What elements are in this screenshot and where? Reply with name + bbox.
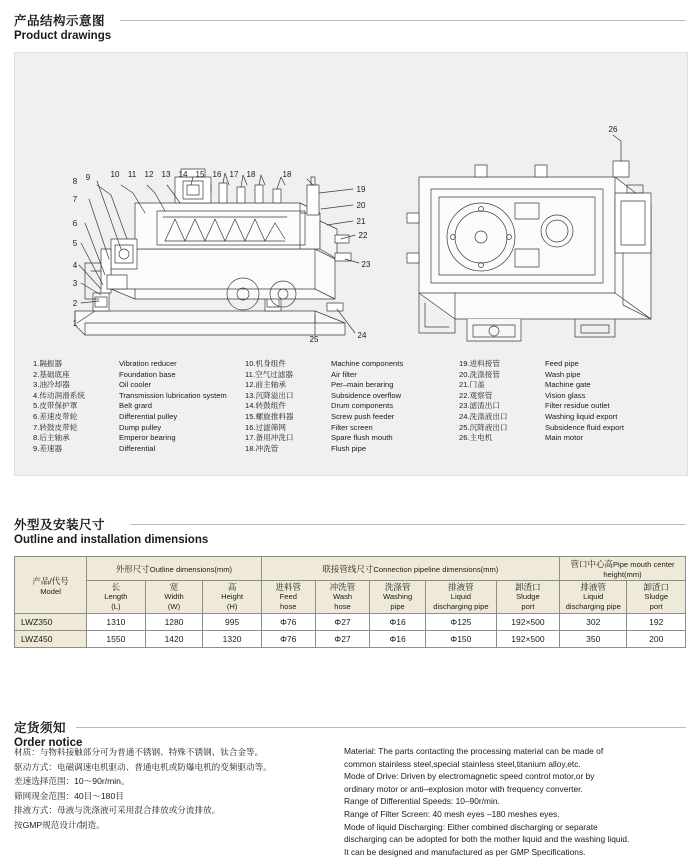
legend-col2-en bbox=[331, 359, 449, 454]
legend-item: 13.沉降溢出口 bbox=[245, 390, 294, 400]
legend-item: Dump pulley bbox=[119, 422, 162, 432]
legend-item: 22.观察管 bbox=[459, 390, 493, 400]
header-rule bbox=[130, 524, 686, 525]
cell: Φ27 bbox=[315, 614, 369, 631]
cell: Φ125 bbox=[425, 614, 496, 631]
notice-line: 材质：与物料接触部分可为普通不锈钢、特殊不锈钢、钛合金等。 bbox=[14, 747, 264, 757]
legend-column-1 bbox=[33, 359, 245, 454]
legend-col3-cn bbox=[459, 359, 545, 454]
legend-item: Subsidence fluid export bbox=[545, 422, 624, 432]
legend-item: 10.机身组件 bbox=[245, 359, 286, 368]
notice-line: Range of Differential Speeds: 10–90r/min. bbox=[344, 796, 500, 807]
legend-item: Oil cooler bbox=[119, 380, 152, 390]
cell: Φ76 bbox=[261, 631, 315, 648]
cell: 1550 bbox=[87, 631, 145, 648]
svg-text:7: 7 bbox=[72, 195, 78, 204]
cell: Φ27 bbox=[315, 631, 369, 648]
svg-text:2: 2 bbox=[72, 299, 78, 308]
legend-item: 18.冲洗管 bbox=[245, 443, 279, 453]
svg-text:18: 18 bbox=[282, 170, 292, 179]
cell: 192×500 bbox=[496, 614, 559, 631]
cell: 1420 bbox=[145, 631, 203, 648]
notice-line: Mode of Drive: Driven by electromagnetic speed control motor,or by bbox=[344, 771, 595, 782]
section-title-en: Product drawings bbox=[14, 30, 112, 42]
cell: 350 bbox=[560, 631, 627, 648]
legend-item: Subsidence overflow bbox=[331, 390, 402, 400]
notice-line: Range of Filter Screen: 40 mesh eyes –180 meshes eyes. bbox=[344, 808, 560, 819]
group-label-cn: 管口中心高 bbox=[570, 559, 613, 569]
section-header-drawings bbox=[14, 14, 111, 43]
legend-item: Per–main beraring bbox=[331, 380, 394, 390]
group-center-height bbox=[560, 557, 686, 581]
legend-item: Vision glass bbox=[545, 390, 586, 400]
svg-text:17: 17 bbox=[229, 170, 239, 179]
legend-item: 8.后主轴承 bbox=[33, 433, 70, 443]
legend-item: 21.门盖 bbox=[459, 380, 485, 390]
legend-item: 20.洗涤接管 bbox=[459, 369, 500, 379]
section-title-en: Order notice bbox=[14, 737, 83, 749]
legend-item: 25.沉降液出口 bbox=[459, 422, 508, 432]
legend-item: 16.过滤筛网 bbox=[245, 422, 286, 432]
legend-col2-cn bbox=[245, 359, 331, 454]
header-rule bbox=[120, 20, 686, 21]
section-title-cn: 定货须知 bbox=[14, 721, 67, 735]
table-group-header-row bbox=[15, 557, 686, 581]
notice-line: 驱动方式：电磁调速电机驱动、普通电机或防爆电机的变频驱动等。 bbox=[14, 761, 272, 772]
col-wash-hose: 冲洗管 Wash hose bbox=[315, 581, 369, 614]
svg-text:6: 6 bbox=[72, 219, 78, 228]
legend-item: Machine components bbox=[331, 359, 404, 368]
legend-item: Flush pipe bbox=[331, 443, 367, 453]
legend-item: Differential pulley bbox=[119, 411, 178, 421]
svg-text:3: 3 bbox=[72, 279, 78, 288]
svg-text:5: 5 bbox=[72, 239, 78, 248]
legend-item: Belt grard bbox=[119, 401, 152, 411]
legend-item: Vibration reducer bbox=[119, 359, 177, 368]
legend-item: Machine gate bbox=[545, 380, 591, 390]
row-model: LWZ350 bbox=[15, 614, 87, 631]
notice-line: Material: The parts contacting the processing material can be made of bbox=[344, 746, 604, 756]
svg-text:10: 10 bbox=[110, 170, 120, 179]
svg-text:24: 24 bbox=[357, 331, 367, 340]
legend-column-2 bbox=[245, 359, 459, 454]
svg-text:8: 8 bbox=[72, 177, 78, 186]
svg-text:11: 11 bbox=[127, 170, 137, 179]
legend-item: 15.螺旋推料器 bbox=[245, 411, 294, 421]
svg-text:1: 1 bbox=[72, 319, 78, 328]
svg-text:15: 15 bbox=[195, 170, 205, 179]
legend-item: 24.洗涤液出口 bbox=[459, 411, 508, 421]
legend-item: Transmission lubrication system bbox=[119, 390, 227, 400]
svg-text:18: 18 bbox=[246, 170, 256, 179]
product-drawing bbox=[15, 53, 687, 353]
legend-col1-en bbox=[119, 359, 237, 454]
section-title-cn: 外型及安装尺寸 bbox=[14, 518, 106, 532]
legend-item: Spare flush mouth bbox=[331, 433, 393, 443]
group-label-en: Pipe mouth center height(mm) bbox=[603, 560, 675, 579]
legend-item: Emperor bearing bbox=[119, 433, 176, 443]
group-label-cn: 外形尺寸 bbox=[115, 563, 150, 574]
legend-item: Screw push feeder bbox=[331, 411, 395, 421]
group-label-cn: 联接管线尺寸 bbox=[322, 563, 374, 574]
svg-text:16: 16 bbox=[212, 170, 222, 179]
legend-item: 11.空气过滤器 bbox=[245, 369, 293, 379]
legend-item: 14.转鼓组件 bbox=[245, 401, 286, 411]
cell: 1280 bbox=[145, 614, 203, 631]
group-label-en: Connection pipeline dimensions(mm) bbox=[373, 564, 499, 574]
col-length: 长 Length (L) bbox=[87, 581, 145, 614]
svg-text:4: 4 bbox=[72, 261, 78, 270]
legend-item: Filter screen bbox=[331, 422, 373, 432]
legend-item: 19.进料接管 bbox=[459, 359, 500, 368]
legend-item: Feed pipe bbox=[545, 359, 579, 368]
dimensions-table-wrap bbox=[14, 556, 686, 648]
cell: Φ76 bbox=[261, 614, 315, 631]
legend-item: 1.隔振器 bbox=[33, 359, 63, 368]
col-width: 宽 Width (W) bbox=[145, 581, 203, 614]
order-notice-en bbox=[344, 745, 686, 858]
model-header-cn: 产品/代号 bbox=[32, 575, 69, 586]
svg-text:21: 21 bbox=[356, 217, 366, 226]
col-liquid-discharging-pipe: 排液管 Liquid discharging pipe bbox=[425, 581, 496, 614]
legend-item: Foundation base bbox=[119, 369, 176, 379]
cell: 192×500 bbox=[496, 631, 559, 648]
legend-item: 23.滤渣出口 bbox=[459, 401, 500, 411]
section-title-en: Outline and installation dimensions bbox=[14, 534, 209, 546]
legend-col1-cn bbox=[33, 359, 119, 454]
legend-item: Wash pipe bbox=[545, 369, 581, 379]
cell: 1320 bbox=[203, 631, 261, 648]
notice-line: Mode of liquid Discharging: Either combined discharging or separate bbox=[344, 821, 598, 832]
svg-text:13: 13 bbox=[161, 170, 171, 179]
notice-line: 差速选择范围：10～90r/min。 bbox=[14, 776, 130, 787]
notice-line: ordinary motor or anti–explosion motor with frequency converter. bbox=[344, 783, 583, 794]
svg-text:19: 19 bbox=[356, 185, 366, 194]
legend-item: 5.皮带保护罩 bbox=[33, 401, 78, 411]
svg-text:23: 23 bbox=[361, 260, 371, 269]
legend-item: 2.基础底座 bbox=[33, 369, 70, 379]
col-height: 高 Height (H) bbox=[203, 581, 261, 614]
table-sub-header-row bbox=[15, 581, 686, 614]
svg-text:22: 22 bbox=[358, 231, 368, 240]
legend-item: Filter residue outlet bbox=[545, 401, 610, 411]
legend-column-3 bbox=[459, 359, 673, 454]
legend-item: 6.差速皮带轮 bbox=[33, 411, 78, 421]
col-sludge-port-height: 卸渣口 Sludge port bbox=[627, 581, 686, 614]
legend-item: 9.差速器 bbox=[33, 443, 63, 453]
product-drawing-panel bbox=[14, 52, 688, 476]
row-model: LWZ450 bbox=[15, 631, 87, 648]
col-sludge-port: 卸渣口 Sludge port bbox=[496, 581, 559, 614]
model-header-cell bbox=[15, 557, 87, 614]
group-pipeline bbox=[261, 557, 559, 581]
cell: 302 bbox=[560, 614, 627, 631]
order-notice bbox=[14, 745, 686, 858]
cell: Φ16 bbox=[370, 614, 426, 631]
cell: 995 bbox=[203, 614, 261, 631]
table-row bbox=[15, 631, 686, 648]
svg-text:9: 9 bbox=[85, 173, 91, 182]
svg-text:25: 25 bbox=[309, 335, 319, 344]
legend-item: 12.前主轴承 bbox=[245, 380, 286, 390]
col-liquid-discharging-pipe-height: 排液管 Liquid discharging pipe bbox=[560, 581, 627, 614]
legend-item: Air filter bbox=[331, 369, 357, 379]
svg-text:26: 26 bbox=[608, 125, 618, 134]
notice-line: common stainless steel,special stainless steel,titanium alloy,etc. bbox=[344, 758, 581, 769]
legend-item: 26.主电机 bbox=[459, 433, 493, 443]
cell: 192 bbox=[627, 614, 686, 631]
legend-item: 17.备用冲洗口 bbox=[245, 433, 294, 443]
svg-text:14: 14 bbox=[178, 170, 188, 179]
legend-item: Drum components bbox=[331, 401, 394, 411]
table-row bbox=[15, 614, 686, 631]
group-outline bbox=[87, 557, 262, 581]
cell: Φ16 bbox=[370, 631, 426, 648]
notice-line: discharging can be adopted for both the mother liquid and the washing liquid. bbox=[344, 834, 630, 845]
section-header-dimensions bbox=[14, 518, 208, 547]
notice-line: It can be designed and manufactured as per GMP Specifications. bbox=[344, 846, 586, 857]
header-rule bbox=[76, 727, 686, 728]
svg-text:20: 20 bbox=[356, 201, 366, 210]
notice-line: 筛网现金范围：40目～180目 bbox=[14, 790, 124, 801]
svg-text:12: 12 bbox=[144, 170, 154, 179]
col-washing-pipe: 洗涤管 Washing pipe bbox=[370, 581, 426, 614]
notice-line: 排液方式：母液与洗涤液可采用混合排放或分流排放。 bbox=[14, 805, 221, 816]
cell: Φ150 bbox=[425, 631, 496, 648]
legend-item: Washing liquid export bbox=[545, 411, 618, 421]
legend-item: 7.转鼓皮带轮 bbox=[33, 422, 78, 432]
legend-item: 3.油冷却器 bbox=[33, 380, 70, 390]
col-feed-hose: 进料管 Feed hose bbox=[261, 581, 315, 614]
model-header-en: Model bbox=[40, 586, 61, 596]
section-title-cn: 产品结构示意图 bbox=[14, 14, 106, 28]
dimensions-table bbox=[14, 556, 686, 648]
drawing-legend bbox=[33, 359, 673, 454]
cell: 200 bbox=[627, 631, 686, 648]
notice-line: 按GMP规范设计/制造。 bbox=[14, 819, 105, 830]
group-label-en: Outline dimensions(mm) bbox=[149, 564, 233, 574]
legend-item: Main motor bbox=[545, 433, 583, 443]
legend-item: Differential bbox=[119, 443, 156, 453]
cell: 1310 bbox=[87, 614, 145, 631]
legend-item: 4.传动润滑系统 bbox=[33, 390, 85, 400]
order-notice-cn bbox=[14, 745, 344, 858]
legend-col3-en bbox=[545, 359, 663, 454]
